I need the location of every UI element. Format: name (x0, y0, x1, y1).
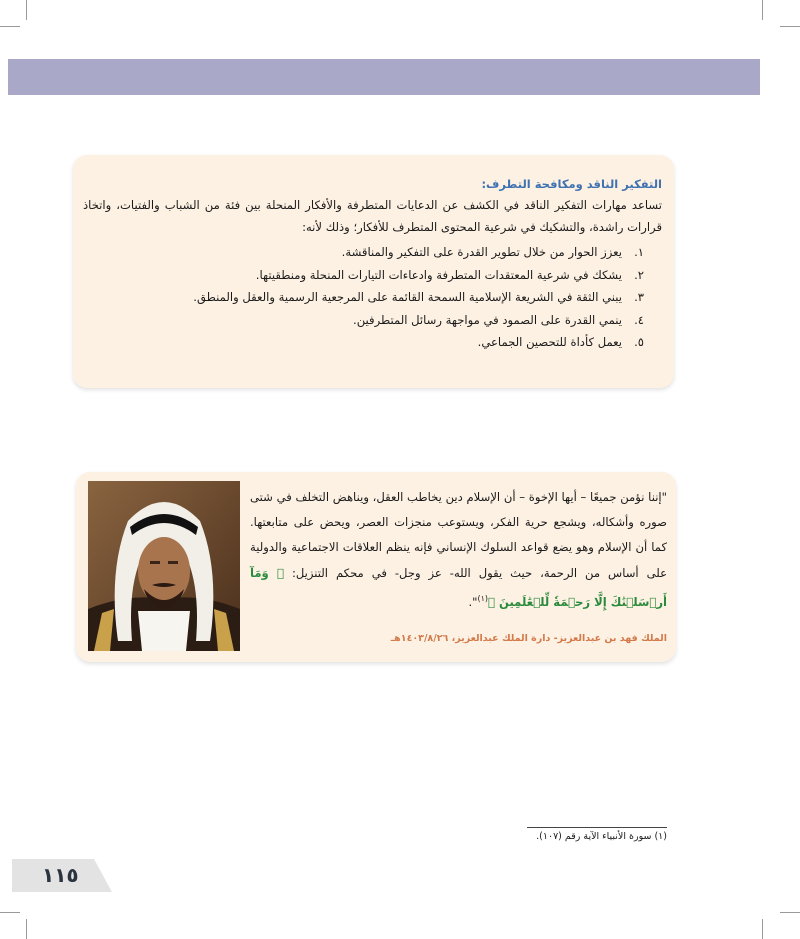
list-item-text: يعمل كأداة للتحصين الجماعي. (477, 335, 622, 349)
footnote-reference: (١) (477, 593, 489, 603)
portrait-illustration (88, 481, 240, 651)
section-heading: التفكير الناقد ومكافحة التطرف: (481, 177, 662, 191)
crop-mark (762, 0, 763, 20)
quote-body: "إننا نؤمن جميعًا – أيها الإخوة – أن الإسلام دين يخاطب العقل، ويناهض التخلف في شتى صوره وأشكاله، ويشجع حرية الفكر، ويستوعب منجزات العصر، ويحض على متابعتها. كما أن الإسلام وهو يضع قواعد السلوك الإنساني فإنه ينظم العلاقات الاجتماعية والدولية على أساس من الرحمة، حيث يقول الله- عز وجل- في محكم التنزيل: (250, 490, 668, 580)
list-item-number: ٣. (634, 290, 644, 304)
crop-mark (0, 912, 20, 913)
quote-attribution: الملك فهد بن عبدالعزيز- دارة الملك عبدالعزيز، ١٤٠٣/٨/٢٦هـ (390, 633, 667, 644)
crop-mark (26, 919, 27, 939)
crop-mark (780, 26, 800, 27)
quran-verse: ﴿ وَمَآ أَرۡسَلۡنَٰكَ إِلَّا رَحۡمَةٗ لِّلۡعَٰلَمِينَ ﴾ (250, 565, 667, 609)
crop-mark (0, 26, 20, 27)
benefits-list (83, 241, 662, 354)
list-item-number: ٥. (634, 335, 644, 349)
footnote: (١) سورة الأنبياء الآية رقم (١٠٧). (536, 831, 667, 842)
list-item (83, 241, 644, 264)
list-item (83, 264, 644, 287)
quote-paragraph (250, 485, 667, 615)
list-item-number: ٤. (634, 312, 644, 327)
list-item-text: يعزز الحوار من خلال تطوير القدرة على التفكير والمناقشة. (341, 245, 622, 259)
quote-text-area (250, 485, 667, 615)
header-band (8, 59, 760, 95)
list-item-text: يشكك في شرعية المعتقدات المتطرفة وادعاءات التيارات المنحلة ومنطقيتها. (255, 267, 622, 282)
list-item-text: يبني الثقة في الشريعة الإسلامية السمحة القائمة على المرجعية الرسمية والعقل والمنطق. (193, 290, 622, 304)
footnote-divider (527, 827, 667, 828)
crop-mark (780, 912, 800, 913)
list-item (83, 286, 644, 309)
section-intro: تساعد مهارات التفكير الناقد في الكشف عن الدعايات المتطرفة والأفكار المنحلة بين فئة من الشباب والفتيات، واتخاذ قرارات راشدة، والتشكيك في شرعية المحتوى المتطرف للأفكار؛ وذلك لأنه: (83, 198, 662, 234)
list-item (83, 331, 644, 354)
list-item (83, 309, 644, 332)
list-item-number: ٢. (634, 267, 644, 282)
quote-closing: ". (468, 594, 478, 609)
king-portrait-photo (88, 481, 240, 651)
page-number: ١١٥ (42, 863, 79, 887)
list-item-number: ١. (634, 245, 644, 259)
crop-mark (762, 919, 763, 939)
critical-thinking-box (73, 155, 674, 388)
crop-mark (26, 0, 27, 20)
list-item-text: ينمي القدرة على الصمود في مواجهة رسائل المتطرفين. (353, 312, 622, 327)
